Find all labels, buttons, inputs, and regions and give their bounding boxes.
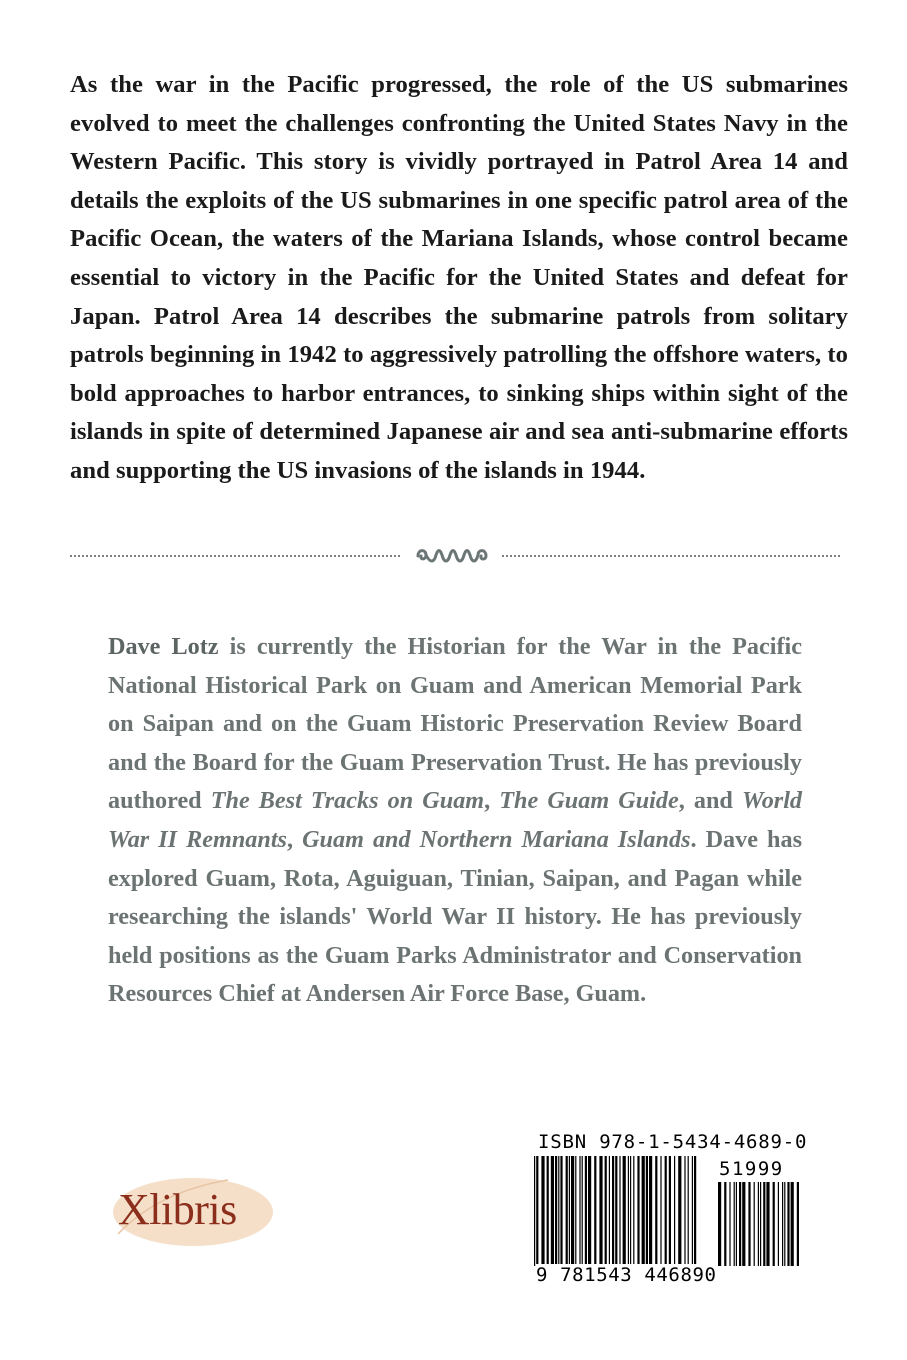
bio-text-2: . Dave has explored Guam, Rota, Aguiguan, Tinian, Saipan, and Pagan while researching the islands' World War II history. He has previously held positions as the Guam Parks Administrator and Conservation Resources Chief at Andersen Air Force Base, Guam. [108, 825, 802, 1008]
barcode-bar [782, 1182, 783, 1266]
barcode-bar [555, 1156, 557, 1266]
ornament-wave-icon [412, 543, 492, 569]
barcode-bar [763, 1182, 765, 1266]
barcode-bar [739, 1182, 741, 1266]
barcode-bar [551, 1156, 554, 1266]
divider-dots-left [70, 555, 400, 557]
isbn-number: ISBN 978-1-5434-4689-0 [538, 1131, 808, 1153]
barcode-bar [619, 1156, 620, 1266]
bio-text-1: is currently the Historian for the War in the Pacific National Historical Park on Guam and American Memorial Park on Saipan and on the Guam Historic Preservation Review Board and the Board for the Guam Preservation Trust. He has previously authored [108, 633, 802, 815]
barcode-bar [646, 1156, 648, 1266]
barcode-bar [674, 1156, 675, 1266]
barcode-bar [609, 1156, 610, 1266]
publisher-logo-text: Xlibris [118, 1185, 237, 1234]
bio-sep-1: , [484, 787, 500, 815]
barcode-bar [534, 1156, 535, 1266]
barcode-bar [585, 1156, 587, 1266]
barcode-bar [742, 1182, 745, 1266]
barcode-bar [791, 1182, 794, 1266]
barcode-bar [784, 1182, 785, 1266]
barcode-bar [688, 1156, 689, 1266]
barcode-bar [684, 1156, 685, 1266]
barcode-bar [571, 1156, 574, 1266]
barcode-bar [655, 1156, 657, 1266]
ornamental-divider [70, 540, 840, 570]
barcode-bar [760, 1182, 761, 1266]
barcode-bar [569, 1156, 570, 1266]
barcode-bar [599, 1156, 602, 1266]
barcode-bar [773, 1182, 775, 1266]
barcode-bar [633, 1156, 634, 1266]
barcode-bar [536, 1156, 538, 1266]
barcode-bar [623, 1156, 626, 1266]
barcode-bar [766, 1182, 769, 1266]
barcode-bar [734, 1182, 735, 1266]
barcode-bar [694, 1156, 696, 1266]
divider-dots-right [502, 555, 840, 557]
barcode-bar [582, 1156, 583, 1266]
barcode-bar [649, 1156, 652, 1266]
barcode-bar [665, 1156, 667, 1266]
book-title-1: The Best Tracks on Guam [210, 787, 485, 815]
publisher-logo [108, 1172, 278, 1252]
barcode-bar [612, 1156, 614, 1266]
book-title-2: The Guam Guide [499, 787, 679, 815]
book-blurb [70, 66, 848, 491]
barcode-bar [541, 1156, 544, 1266]
barcode-bar [736, 1182, 737, 1266]
barcode-bar [642, 1156, 645, 1266]
barcode-bar [637, 1156, 639, 1266]
barcode-bar [579, 1156, 580, 1266]
barcode-bar [588, 1156, 591, 1266]
barcode-bar [778, 1182, 779, 1266]
barcode-bar [628, 1156, 629, 1266]
bio-sep-2: , and [678, 787, 742, 815]
barcode-bar [678, 1156, 681, 1266]
barcode-bar [558, 1156, 559, 1266]
ean-number: 9 781543 446890 [536, 1264, 717, 1286]
barcode-bar [787, 1182, 789, 1266]
barcode-bar [797, 1182, 799, 1266]
bio-sep-3: , [286, 825, 303, 853]
book-title-3: World War II Remnants [108, 787, 803, 853]
barcode-bar [560, 1156, 562, 1266]
barcode-bar [566, 1156, 568, 1266]
barcode-bar [754, 1182, 755, 1266]
barcode-bar [718, 1182, 721, 1266]
barcode-bar [615, 1156, 617, 1266]
author-name: Dave Lotz [108, 633, 219, 660]
barcode-bar [748, 1182, 750, 1266]
bio-paragraph [108, 628, 802, 1014]
barcode-bar [575, 1156, 576, 1266]
barcode-bar [547, 1156, 549, 1266]
barcode-bar [758, 1182, 759, 1266]
barcode-bar [669, 1156, 671, 1266]
barcode-bar [594, 1156, 596, 1266]
barcode-bar [660, 1156, 661, 1266]
book-title-4: Guam and Northern Mariana Islands [302, 825, 691, 853]
price-code: 51999 [719, 1158, 784, 1180]
barcode-bar [692, 1156, 693, 1266]
blurb-paragraph: As the war in the Pacific progressed, the role of the US submarines evolved to meet the challenges confronting the United States Navy in the Western Pacific. This story is vividly portrayed in Patrol Area 14 and details the exploits of the US submarines in one specific patrol area of the Pacific Ocean, the waters of the Mariana Islands, whose control became essential to victory in the Pacific for the United States and defeat for Japan. Patrol Area 14 describes the submarine patrols from solitary patrols beginning in 1942 to aggressively patrolling the offshore waters, to bold approaches to harbor entrances, to sinking ships within sight of the islands in spite of determined Japanese air and sea anti-submarine efforts and supporting the US invasions of the islands in 1944. [70, 71, 848, 484]
barcode-bar [729, 1182, 730, 1266]
price-barcode [716, 1180, 801, 1320]
barcode-bar [605, 1156, 607, 1266]
barcode-bar [724, 1182, 726, 1266]
author-bio [108, 628, 802, 1014]
barcode-bar [630, 1156, 631, 1266]
